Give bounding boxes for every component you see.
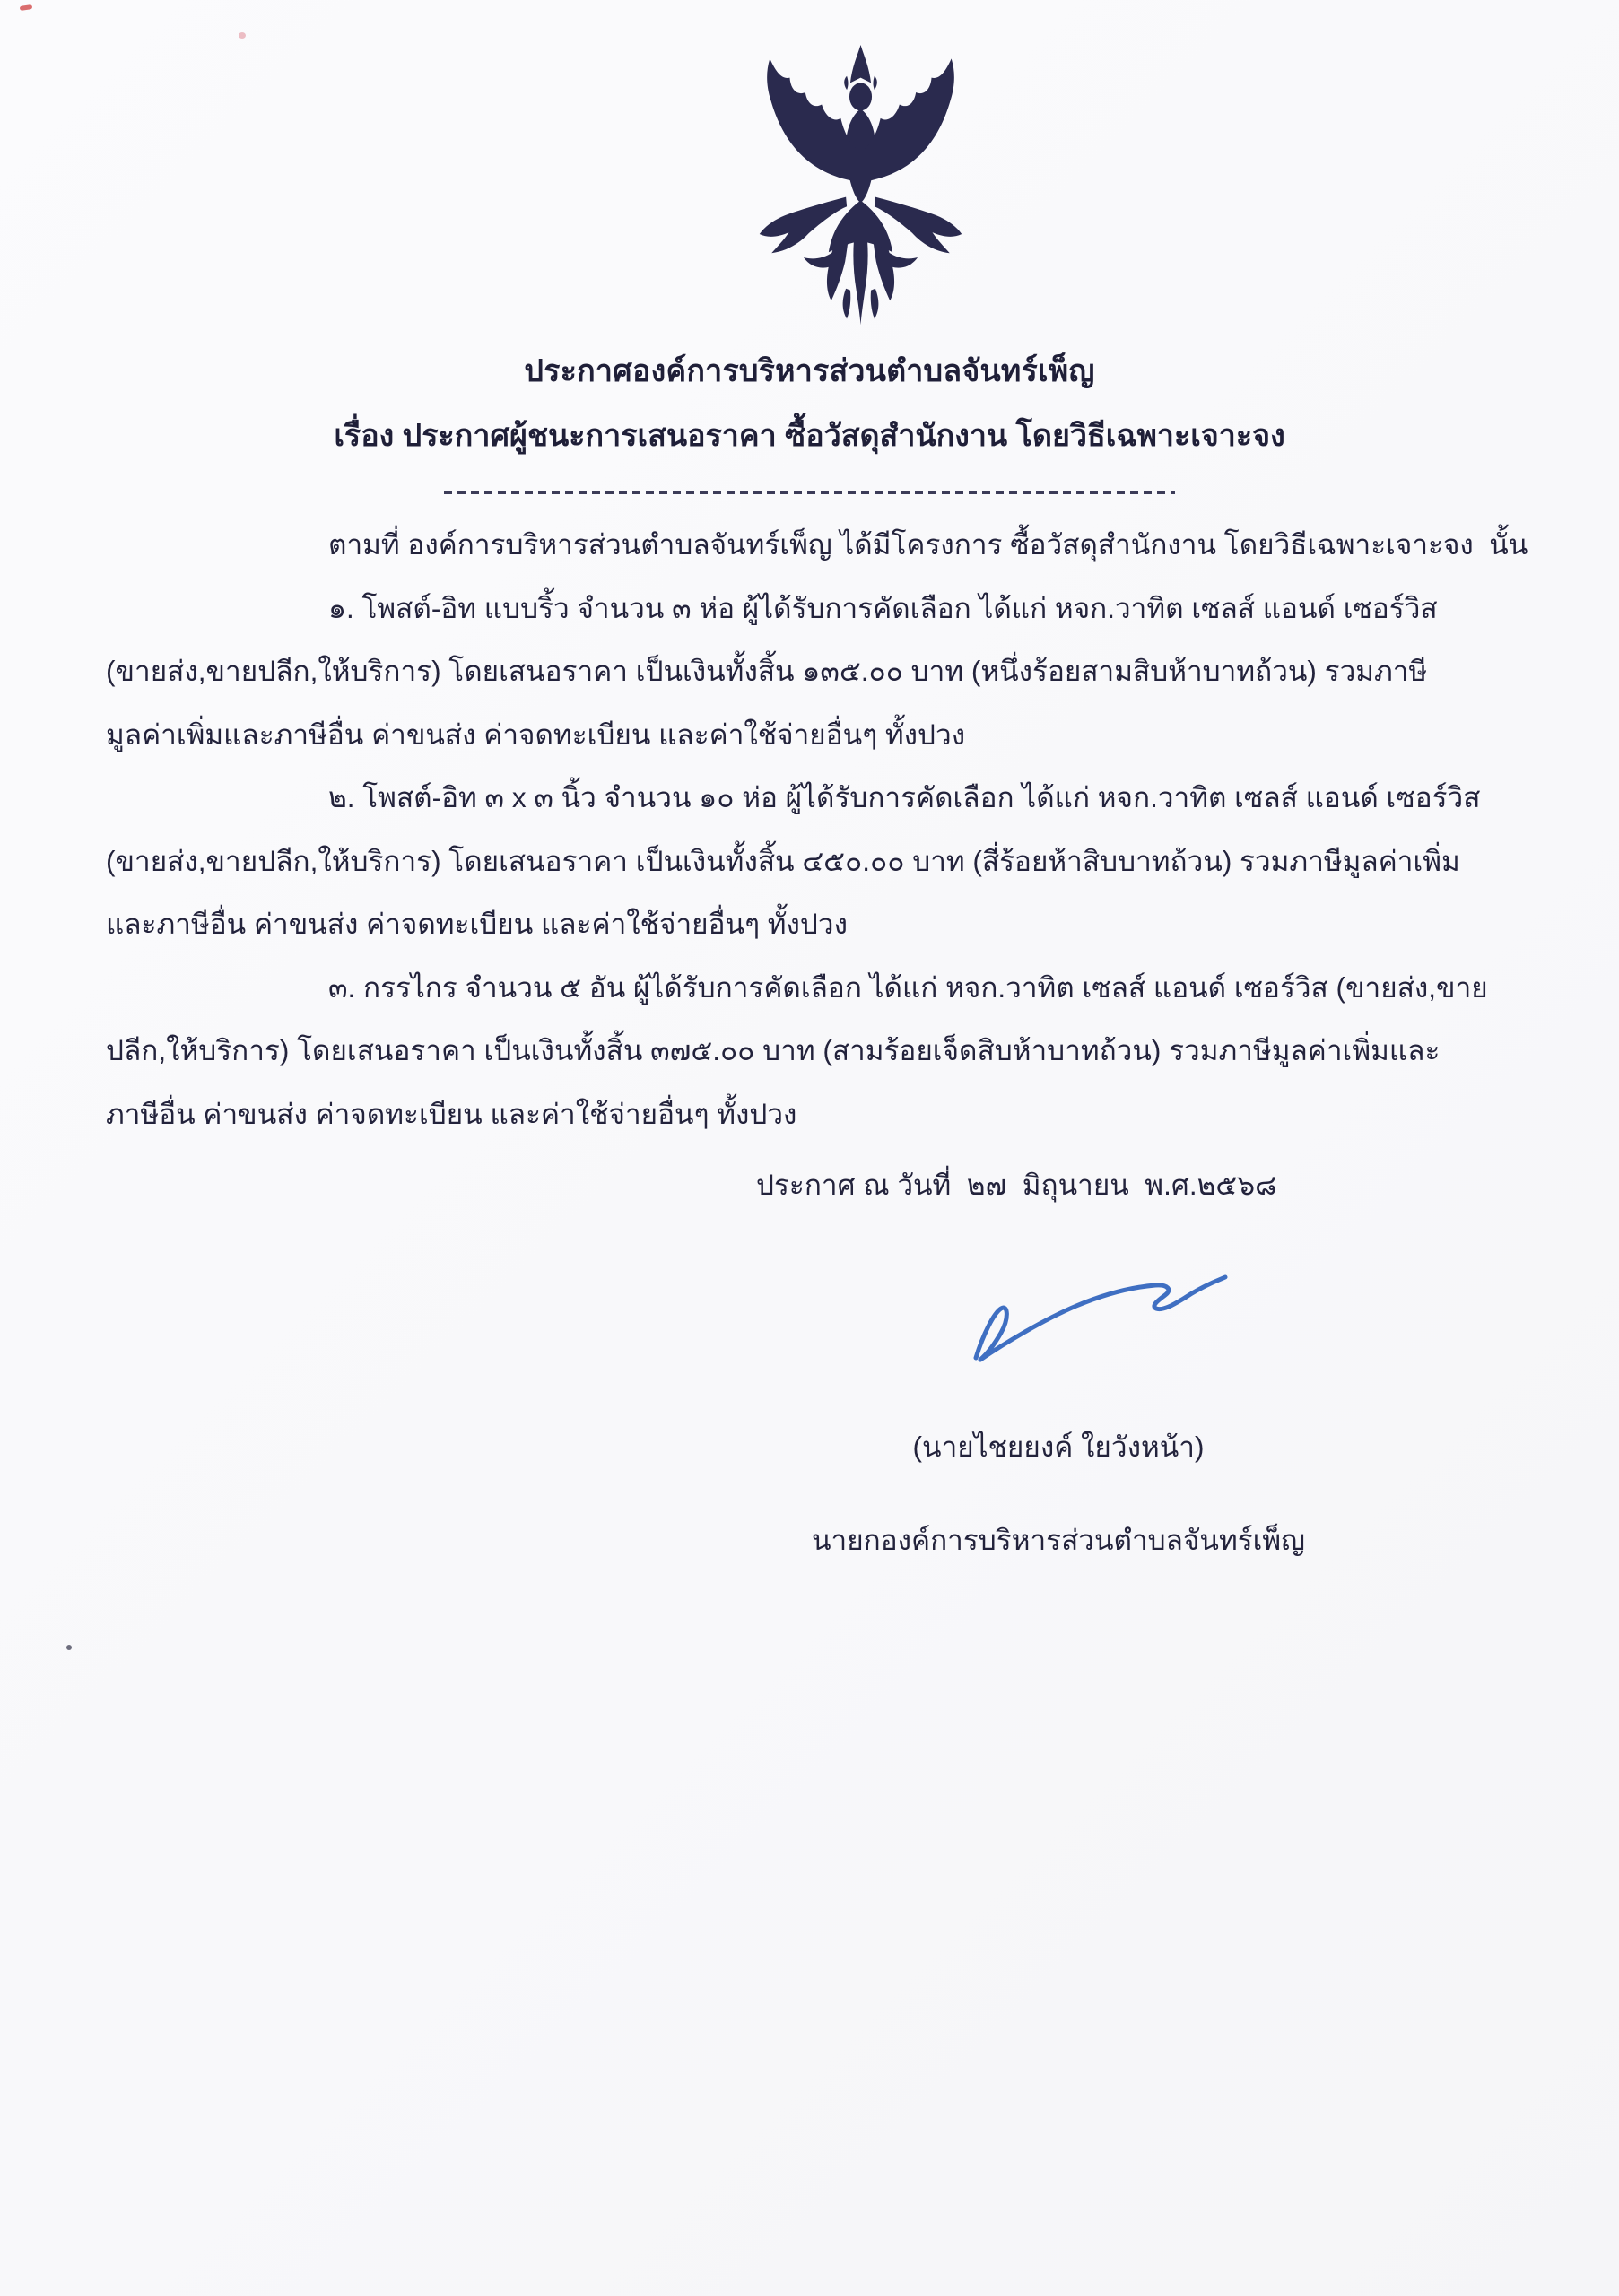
announcement-body (106, 513, 1528, 1145)
garuda-emblem-icon (755, 45, 966, 330)
body-line: ๑. โพสต์-อิท แบบริ้ว จำนวน ๓ ห่อ ผู้ได้รับการคัดเลือก ได้แก่ หจก.วาทิต เซลส์ แอนด์ เซอร์วิส (328, 591, 1438, 624)
body-line: ๒. โพสต์-อิท ๓ x ๓ นิ้ว จำนวน ๑๐ ห่อ ผู้ได้รับการคัดเลือก ได้แก่ หจก.วาทิต เซลส์ แอนด์ เซอร์วิส (328, 781, 1481, 813)
body-line: ตามที่ องค์การบริหารส่วนตำบลจันทร์เพ็ญ ได้มีโครงการ ซื้อวัสดุสำนักงาน โดยวิธีเฉพาะเจาะจง นั้น (328, 528, 1528, 561)
body-line: (ขายส่ง,ขายปลีก,ให้บริการ) โดยเสนอราคา เป็นเงินทั้งสิ้น ๑๓๕.๐๐ บาท (หนึ่งร้อยสามสิบห้าบาทถ้วน) รวมภาษี (106, 655, 1428, 687)
scan-artifact-dot (66, 1645, 72, 1650)
scan-artifact-pink-mark (239, 32, 246, 39)
body-line: มูลค่าเพิ่มและภาษีอื่น ค่าขนส่ง ค่าจดทะเบียน และค่าใช้จ่ายอื่นๆ ทั้งปวง (106, 718, 966, 751)
dashed-separator (444, 491, 1175, 494)
body-line: ปลีก,ให้บริการ) โดยเสนอราคา เป็นเงินทั้งสิ้น ๓๗๕.๐๐ บาท (สามร้อยเจ็ดสิบห้าบาทถ้วน) รวมภาษีมูลค่าเพิ่มและ (106, 1034, 1441, 1066)
announcement-subject: เรื่อง ประกาศผู้ชนะการเสนอราคา ซื้อวัสดุสำนักงาน โดยวิธีเฉพาะเจาะจง (334, 419, 1285, 453)
signature-ink (940, 1257, 1245, 1392)
body-line: และภาษีอื่น ค่าขนส่ง ค่าจดทะเบียน และค่าใช้จ่ายอื่นๆ ทั้งปวง (106, 908, 848, 940)
announcement-date: ประกาศ ณ วันที่ ๒๗ มิถุนายน พ.ศ.๒๕๖๘ (756, 1169, 1277, 1201)
body-line: ภาษีอื่น ค่าขนส่ง ค่าจดทะเบียน และค่าใช้จ่ายอื่นๆ ทั้งปวง (106, 1097, 797, 1130)
signatory-position: นายกองค์การบริหารส่วนตำบลจันทร์เพ็ญ (811, 1524, 1306, 1556)
body-line: ๓. กรรไกร จำนวน ๕ อัน ผู้ได้รับการคัดเลือก ได้แก่ หจก.วาทิต เซลส์ แอนด์ เซอร์วิส (ขายส่ง,ขาย (328, 970, 1488, 1004)
announcement-title: ประกาศองค์การบริหารส่วนตำบลจันทร์เพ็ญ (524, 354, 1095, 388)
body-line: (ขายส่ง,ขายปลีก,ให้บริการ) โดยเสนอราคา เป็นเงินทั้งสิ้น ๔๕๐.๐๐ บาท (สี่ร้อยห้าสิบบาทถ้วน) รวมภาษีมูลค่าเพิ่ม (106, 844, 1460, 877)
signatory-name: (นายไชยยงค์ ใยวังหน้า) (912, 1431, 1205, 1463)
scan-artifact-red-mark (20, 4, 33, 11)
